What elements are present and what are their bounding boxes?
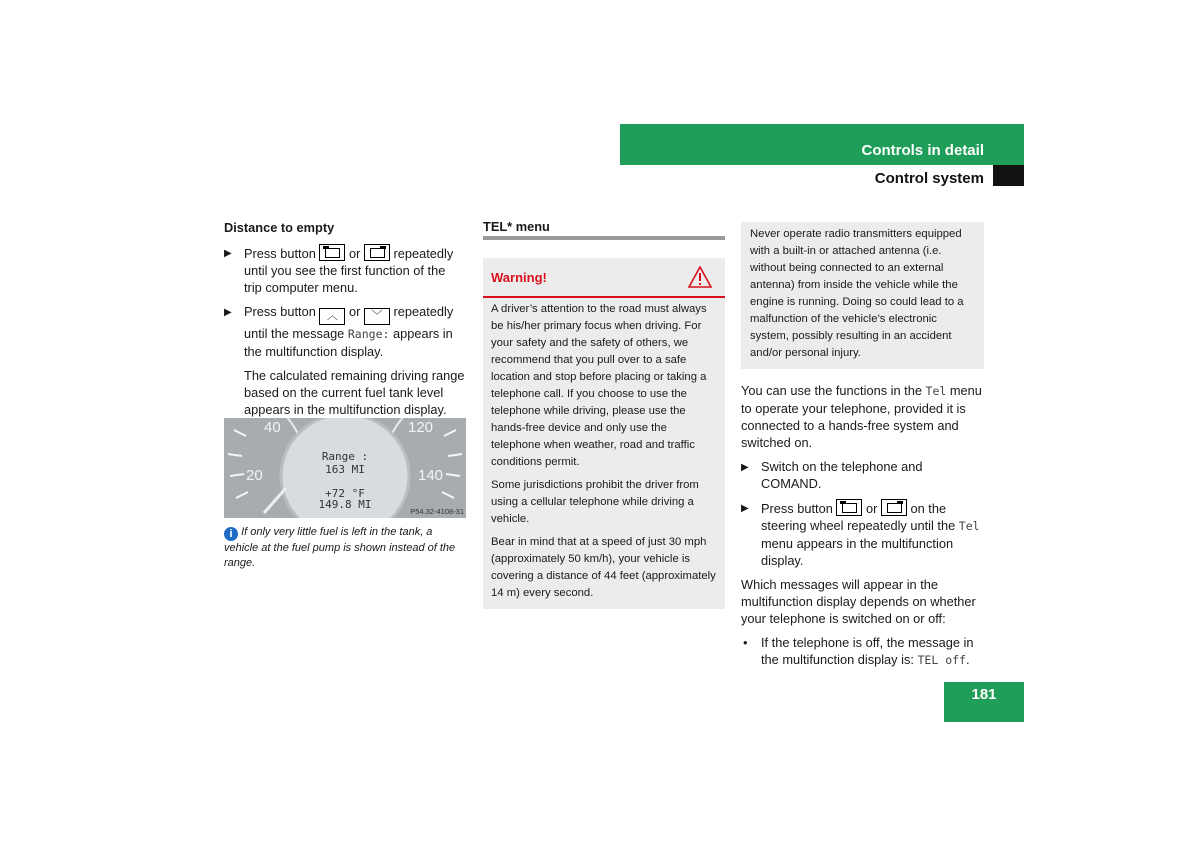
image-code: P54.32-4108-31	[410, 507, 464, 516]
step-item: ▶ Press button or on the steering wheel repeatedly until the Tel menu appears in the multifunction display.	[741, 501, 980, 568]
column-distance-to-empty	[224, 219, 466, 425]
display-button-right-icon	[364, 244, 390, 261]
section-title: Controls in detail	[861, 142, 984, 159]
arrow-down-button-icon: ﹀	[364, 308, 390, 325]
tick-label: 40	[264, 419, 281, 436]
column-telephone	[741, 382, 986, 676]
arrow-up-button-icon: ︿	[319, 308, 345, 325]
display-range-label: Range :	[321, 450, 369, 463]
heading-rule	[483, 236, 725, 240]
step-item: ▶ Press button ︿ or ﹀ repeatedly until the message Range: appears in the multifunction display.	[224, 304, 454, 359]
step-item: ▶ Switch on the telephone and COMAND.	[741, 459, 923, 491]
display-odometer: 149.8 MI	[318, 498, 372, 511]
tick-label: 20	[246, 467, 263, 484]
paragraph: The calculated remaining driving range based on the current fuel tank level appears in the multifunction display.	[244, 368, 465, 417]
display-button-right-icon	[881, 499, 907, 516]
info-icon: i	[224, 527, 238, 541]
warning-paragraph: Some jurisdictions prohibit the driver from using a cellular telephone while driving a vehicle.	[491, 479, 699, 525]
list-item: • If the telephone is off, the message in the multifunction display is: TEL off.	[743, 635, 974, 667]
heading-tel-menu: TEL* menu	[483, 219, 550, 234]
paragraph: Which messages will appear in the multifunction display depends on whether your telephone is switched on or off:	[741, 577, 976, 626]
section-subtitle: Control system	[874, 170, 984, 187]
step-item: ▶ Press button or repeatedly until you see the first function of the trip computer menu.	[224, 246, 454, 295]
heading-distance-to-empty: Distance to empty	[224, 220, 335, 235]
bullet-triangle-icon: ▶	[224, 248, 232, 259]
warning-text	[491, 301, 719, 608]
page-number: 181	[944, 682, 1024, 722]
caution-text: Never operate radio transmitters equipped with a built-in or attached antenna (i.e. without being connected to an external antenna) from inside the vehicle while the engine is running. Doing so could lead to a malfunction of the vehicle’s electronic system, possibly resulting in an accident and/or personal injury.	[750, 228, 964, 359]
warning-title: Warning!	[491, 270, 547, 285]
display-message-tel-off: TEL off	[917, 653, 966, 667]
bullet-triangle-icon: ▶	[741, 462, 749, 473]
warning-triangle-icon	[688, 266, 712, 288]
bullet-triangle-icon: ▶	[224, 307, 232, 318]
display-button-left-icon	[836, 499, 862, 516]
display-message-tel: Tel	[925, 384, 947, 398]
tick-label: 120	[408, 419, 434, 436]
display-button-left-icon	[319, 244, 345, 261]
tick-label: 140	[418, 467, 444, 484]
warning-paragraph: Bear in mind that at a speed of just 30 mph (approximately 50 km/h), your vehicle is covering a distance of 44 feet (approximately 14 m) every second.	[491, 536, 716, 599]
display-message-range: Range:	[347, 327, 390, 341]
bullet-triangle-icon: ▶	[741, 503, 749, 514]
display-temperature: +72 °F	[325, 487, 365, 500]
display-range-value: 163 MI	[325, 463, 365, 476]
instrument-cluster-image	[224, 418, 466, 518]
info-note: i If only very little fuel is left in the tank, a vehicle at the fuel pump is shown instead of the range.	[224, 526, 456, 569]
header-marker	[993, 165, 1024, 186]
warning-paragraph: A driver’s attention to the road must always be his/her primary focus when driving. For your safety and the safety of others, we recommend that you pull over to a safe location and stop before placing or taking a telephone call. If you choose to use the telephone while driving, please use the hands-free device and only use the telephone when weather, road and traffic conditions permit.	[491, 303, 707, 468]
display-message-tel: Tel	[958, 519, 980, 533]
bullet-dot-icon: •	[743, 635, 748, 650]
paragraph: You can use the functions in the Tel menu to operate your telephone, provided it is connected to a hands-free system and switched on.	[741, 383, 982, 450]
